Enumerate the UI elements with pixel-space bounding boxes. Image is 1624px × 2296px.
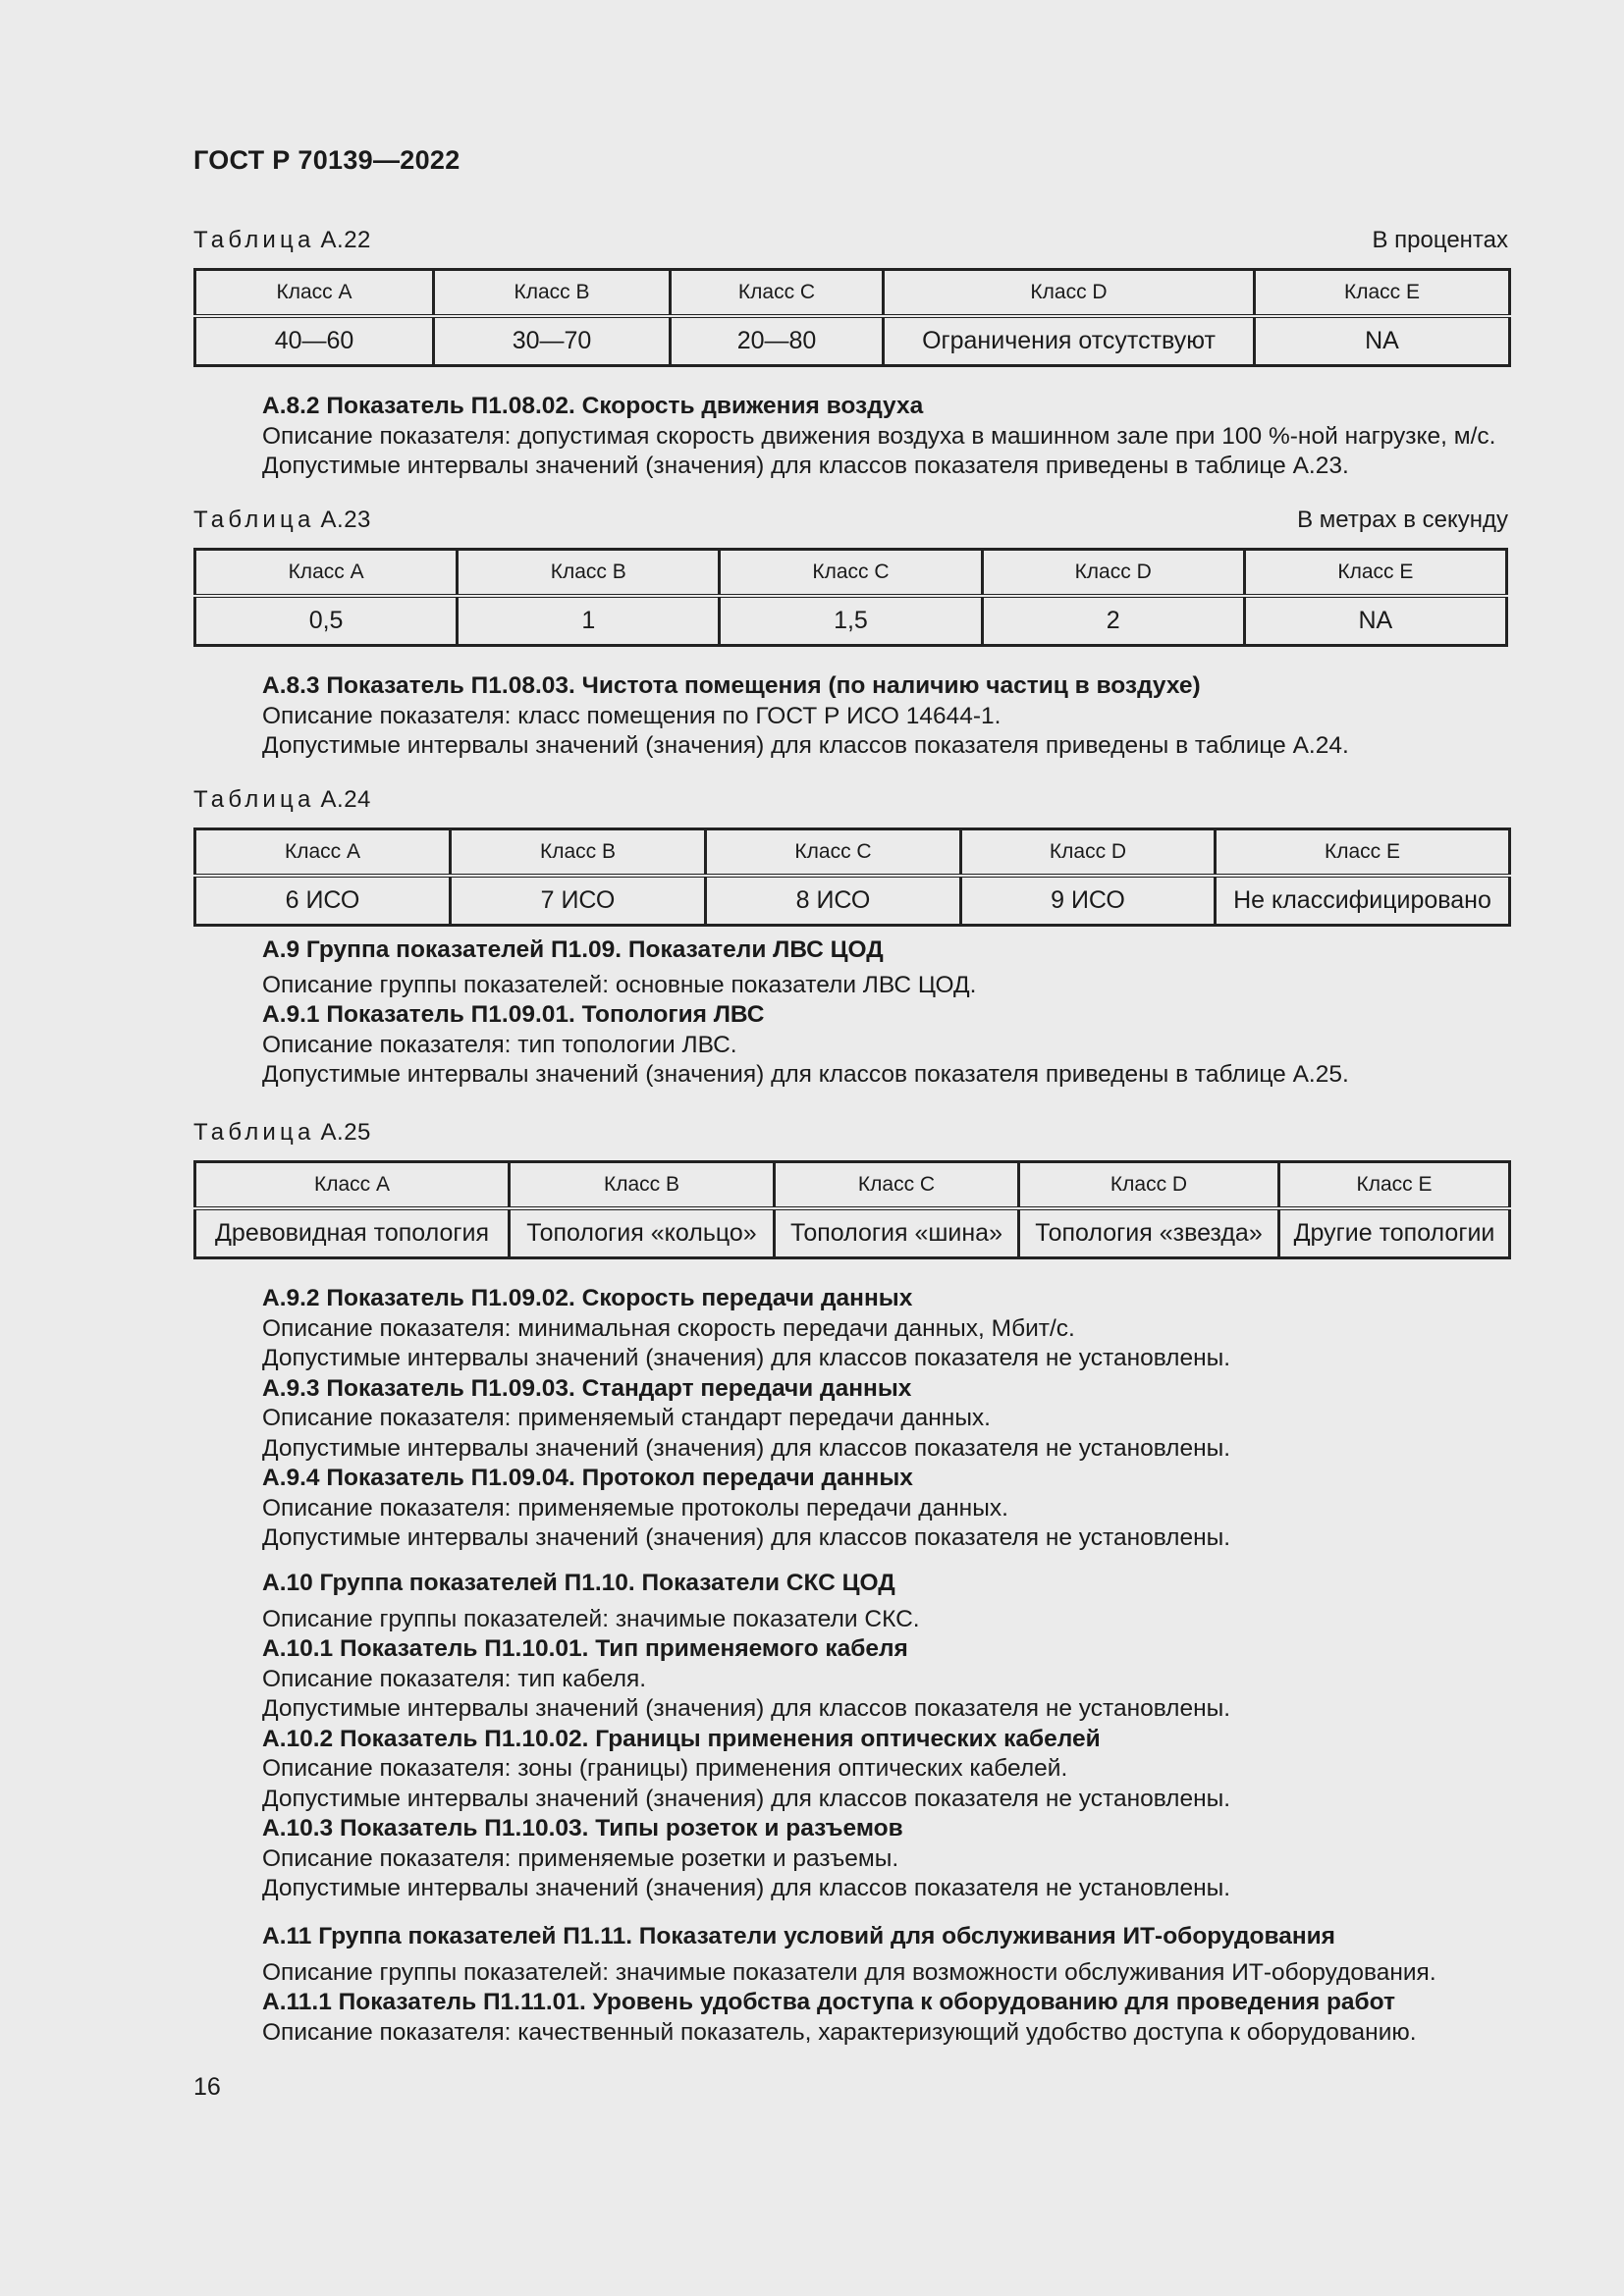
table-cell: 8 ИСО bbox=[706, 876, 961, 926]
table-cell: Ограничения отсутствуют bbox=[884, 316, 1255, 366]
paragraph: Описание группы показателей: основные показатели ЛВС ЦОД. bbox=[262, 971, 977, 998]
table-cell: Топология «шина» bbox=[775, 1208, 1019, 1258]
section-heading: А.8.3 Показатель П1.08.03. Чистота помещения (по наличию частиц в воздухе) bbox=[262, 672, 1201, 699]
table-cell: 20—80 bbox=[671, 316, 884, 366]
table-header-cell: Класс В bbox=[510, 1162, 775, 1209]
table-header-cell: Класс А bbox=[195, 550, 458, 597]
table-cell: Топология «звезда» bbox=[1019, 1208, 1279, 1258]
paragraph: Допустимые интервалы значений (значения) для классов показателя не установлены. bbox=[262, 1875, 1231, 1901]
table-caption-a23 bbox=[193, 507, 1508, 536]
table-header-cell: Класс E bbox=[1216, 829, 1510, 877]
section-heading: А.9.1 Показатель П1.09.01. Топология ЛВС bbox=[262, 1001, 765, 1028]
section-heading: А.11.1 Показатель П1.11.01. Уровень удобства доступа к оборудованию для проведения работ bbox=[262, 1989, 1396, 2015]
table-number: А.25 bbox=[320, 1119, 371, 1146]
table-header-cell: Класс С bbox=[706, 829, 961, 877]
paragraph: Описание показателя: минимальная скорость передачи данных, Мбит/с. bbox=[262, 1314, 1075, 1342]
table-header-cell: Класс В bbox=[434, 270, 671, 317]
table-header-cell: Класс D bbox=[961, 829, 1216, 877]
paragraph: Допустимые интервалы значений (значения) для классов показателя не установлены. bbox=[262, 1434, 1231, 1462]
document-header: ГОСТ Р 70139—2022 bbox=[193, 145, 460, 175]
paragraph: Описание показателя: применяемый стандарт передачи данных. bbox=[262, 1405, 991, 1431]
table-cell: 7 ИСО bbox=[451, 876, 706, 926]
table-header-cell: Класс С bbox=[720, 550, 982, 597]
paragraph: Допустимые интервалы значений (значения) для классов показателя не установлены. bbox=[262, 1785, 1231, 1812]
table-header-cell: Класс А bbox=[195, 1162, 510, 1209]
table-header-cell: Класс В bbox=[451, 829, 706, 877]
paragraph: Описание показателя: качественный показатель, характеризующий удобство доступа к оборудованию. bbox=[262, 2018, 1417, 2046]
table-a22 bbox=[193, 268, 1511, 367]
table-caption-a24 bbox=[193, 786, 1508, 816]
table-number: А.23 bbox=[320, 507, 371, 533]
paragraph: Допустимые интервалы значений (значения) для классов показателя не установлены. bbox=[262, 1524, 1231, 1551]
paragraph: Описание показателя: тип кабеля. bbox=[262, 1665, 647, 1692]
table-header-cell: Класс С bbox=[775, 1162, 1019, 1209]
table-unit: В процентах bbox=[1372, 227, 1508, 253]
table-cell: 30—70 bbox=[434, 316, 671, 366]
paragraph: Описание показателя: применяемые протоколы передачи данных. bbox=[262, 1494, 1008, 1522]
paragraph: Описание показателя: применяемые розетки и разъемы. bbox=[262, 1844, 899, 1872]
page-number: 16 bbox=[193, 2073, 221, 2101]
table-cell: NA bbox=[1255, 316, 1510, 366]
section-a10 bbox=[262, 1569, 1519, 1904]
table-caption-a22 bbox=[193, 227, 1508, 256]
table-cell: Топология «кольцо» bbox=[510, 1208, 775, 1258]
table-cell: 40—60 bbox=[195, 316, 434, 366]
paragraph: Описание группы показателей: значимые показатели для возможности обслуживания ИТ-оборудования. bbox=[262, 1958, 1436, 1986]
section-a9 bbox=[262, 935, 1519, 1091]
table-header-cell: Класс А bbox=[195, 829, 451, 877]
table-number: А.24 bbox=[320, 786, 371, 813]
section-heading: А.9 Группа показателей П1.09. Показатели ЛВС ЦОД bbox=[262, 936, 884, 963]
table-label: Таблица bbox=[193, 507, 315, 533]
paragraph: Описание показателя: допустимая скорость движения воздуха в машинном зале при 100 %-ной нагрузке, м/с. bbox=[262, 422, 1496, 450]
paragraph: Допустимые интервалы значений (значения) для классов показателя приведены в таблице А.24. bbox=[262, 732, 1349, 759]
table-caption-a25 bbox=[193, 1119, 1508, 1148]
section-heading: А.9.2 Показатель П1.09.02. Скорость передачи данных bbox=[262, 1285, 913, 1311]
section-a11 bbox=[262, 1922, 1519, 2048]
table-header-cell: Класс С bbox=[671, 270, 884, 317]
table-label: Таблица bbox=[193, 786, 315, 813]
table-cell: 9 ИСО bbox=[961, 876, 1216, 926]
table-header-cell: Класс E bbox=[1255, 270, 1510, 317]
section-a8-2 bbox=[262, 392, 1519, 482]
section-a8-3 bbox=[262, 671, 1519, 762]
paragraph: Описание показателя: тип топологии ЛВС. bbox=[262, 1031, 737, 1058]
table-header-cell: Класс D bbox=[884, 270, 1255, 317]
paragraph: Описание показателя: класс помещения по ГОСТ Р ИСО 14644-1. bbox=[262, 702, 1001, 729]
paragraph: Допустимые интервалы значений (значения) для классов показателя приведены в таблице А.23. bbox=[262, 453, 1349, 479]
table-cell: Другие топологии bbox=[1279, 1208, 1510, 1258]
table-cell: Не классифицировано bbox=[1216, 876, 1510, 926]
section-heading: А.9.4 Показатель П1.09.04. Протокол передачи данных bbox=[262, 1465, 913, 1491]
section-heading: А.11 Группа показателей П1.11. Показатели условий для обслуживания ИТ-оборудования bbox=[262, 1923, 1335, 1949]
table-header-cell: Класс D bbox=[982, 550, 1244, 597]
section-heading: А.10.3 Показатель П1.10.03. Типы розеток и разъемов bbox=[262, 1815, 903, 1842]
section-a9-2-to-a9-4 bbox=[262, 1284, 1519, 1554]
section-heading: А.10.1 Показатель П1.10.01. Тип применяемого кабеля bbox=[262, 1635, 908, 1662]
table-cell: 6 ИСО bbox=[195, 876, 451, 926]
table-header-cell: Класс E bbox=[1279, 1162, 1510, 1209]
table-label: Таблица bbox=[193, 227, 315, 253]
section-heading: А.8.2 Показатель П1.08.02. Скорость движения воздуха bbox=[262, 393, 924, 419]
table-cell: 1,5 bbox=[720, 596, 982, 646]
table-number: А.22 bbox=[320, 227, 371, 253]
paragraph: Описание группы показателей: значимые показатели СКС. bbox=[262, 1605, 920, 1632]
table-a24 bbox=[193, 828, 1511, 927]
section-heading: А.10 Группа показателей П1.10. Показатели СКС ЦОД bbox=[262, 1570, 895, 1596]
table-cell: Древовидная топология bbox=[195, 1208, 510, 1258]
table-cell: 1 bbox=[458, 596, 720, 646]
table-label: Таблица bbox=[193, 1119, 315, 1146]
paragraph: Описание показателя: зоны (границы) применения оптических кабелей. bbox=[262, 1755, 1068, 1782]
table-a25 bbox=[193, 1160, 1511, 1259]
table-unit: В метрах в секунду bbox=[1297, 507, 1508, 533]
table-header-cell: Класс В bbox=[458, 550, 720, 597]
table-header-cell: Класс D bbox=[1019, 1162, 1279, 1209]
table-cell: 0,5 bbox=[195, 596, 458, 646]
table-header-cell: Класс E bbox=[1244, 550, 1506, 597]
paragraph: Допустимые интервалы значений (значения) для классов показателя не установлены. bbox=[262, 1345, 1231, 1371]
table-cell: NA bbox=[1244, 596, 1506, 646]
paragraph: Допустимые интервалы значений (значения) для классов показателя не установлены. bbox=[262, 1695, 1231, 1722]
table-cell: 2 bbox=[982, 596, 1244, 646]
table-a23 bbox=[193, 548, 1508, 647]
section-heading: А.9.3 Показатель П1.09.03. Стандарт передачи данных bbox=[262, 1374, 912, 1402]
table-header-cell: Класс А bbox=[195, 270, 434, 317]
paragraph: Допустимые интервалы значений (значения) для классов показателя приведены в таблице А.25. bbox=[262, 1061, 1349, 1088]
section-heading: А.10.2 Показатель П1.10.02. Границы применения оптических кабелей bbox=[262, 1725, 1101, 1752]
